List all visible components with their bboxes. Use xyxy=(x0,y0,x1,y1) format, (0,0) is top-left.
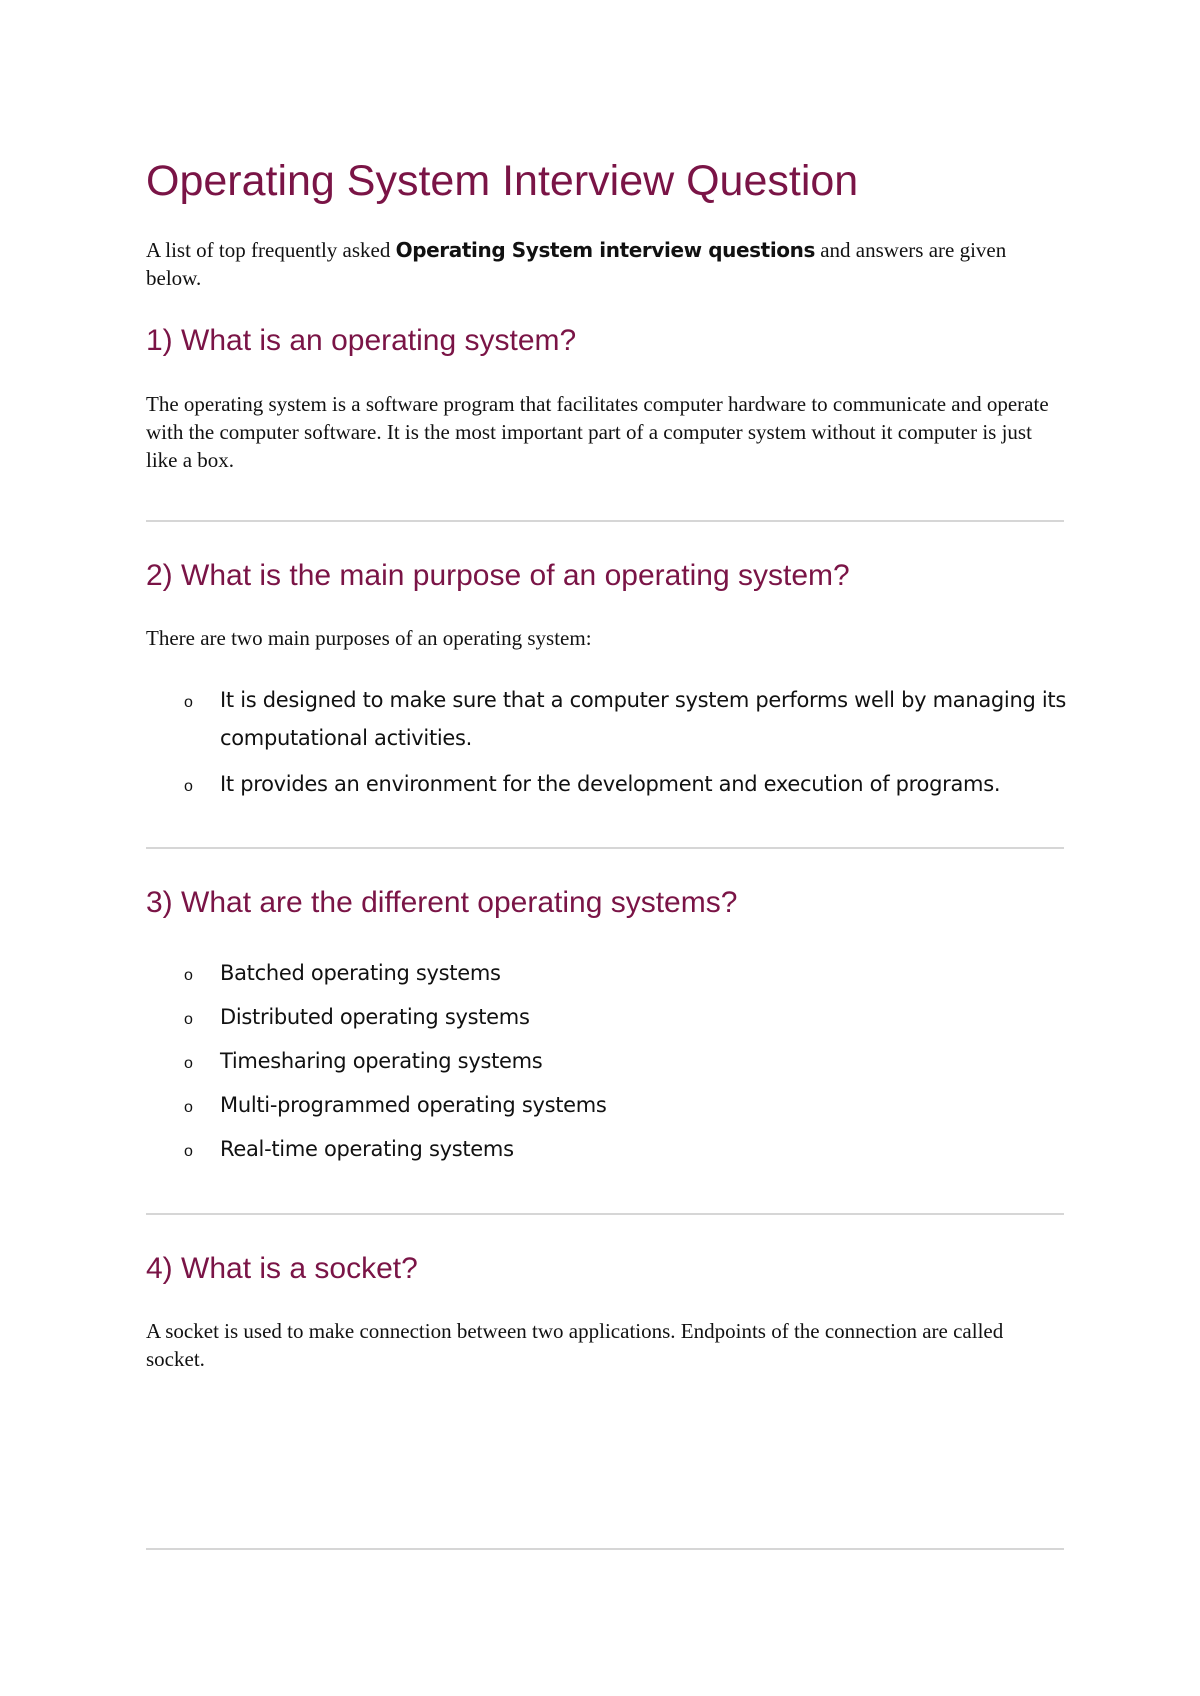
question-1-answer: The operating system is a software program that facilitates computer hardware to communicate and operate with the computer software. It is the most important part of a computer system without it computer is just like a box. xyxy=(146,392,1049,472)
list-item xyxy=(146,995,1076,1039)
section-divider xyxy=(146,1548,1064,1550)
section-divider xyxy=(146,847,1064,849)
bullet-circle-icon: o xyxy=(184,694,193,711)
list-item xyxy=(146,681,1076,757)
question-3-heading: 3) What are the different operating systems? xyxy=(146,886,738,919)
section-divider xyxy=(146,1213,1064,1215)
question-2-heading: 2) What is the main purpose of an operating system? xyxy=(146,559,850,592)
bullet-circle-icon: o xyxy=(184,1143,193,1160)
intro-text-before: A list of top frequently asked xyxy=(146,238,396,262)
section-divider xyxy=(146,520,1064,522)
list-item xyxy=(146,951,1076,995)
list-item xyxy=(146,765,1076,803)
list-item-text: It is designed to make sure that a computer system performs well by managing its computational activities. xyxy=(220,688,1066,750)
purpose-list xyxy=(146,681,1076,811)
bullet-circle-icon: o xyxy=(184,1099,193,1116)
list-item-text: Timesharing operating systems xyxy=(220,1049,543,1073)
bullet-circle-icon: o xyxy=(184,778,193,795)
bullet-circle-icon: o xyxy=(184,967,193,984)
list-item xyxy=(146,1083,1076,1127)
page-title: Operating System Interview Question xyxy=(146,157,859,205)
question-1-heading: 1) What is an operating system? xyxy=(146,324,577,357)
bullet-circle-icon: o xyxy=(184,1011,193,1028)
list-item-text: Batched operating systems xyxy=(220,961,501,985)
list-item-text: Real-time operating systems xyxy=(220,1137,514,1161)
question-4-answer: A socket is used to make connection between two applications. Endpoints of the connection are called socket. xyxy=(146,1319,1004,1371)
list-item xyxy=(146,1039,1076,1083)
intro-paragraph xyxy=(146,236,1066,292)
intro-text-bold: Operating System interview questions xyxy=(395,238,815,262)
list-item-text: Distributed operating systems xyxy=(220,1005,530,1029)
question-2-answer: There are two main purposes of an operating system: xyxy=(146,626,592,650)
intro-text-after: and answers are given below. xyxy=(146,238,1007,290)
list-item xyxy=(146,1127,1076,1171)
list-item-text: Multi-programmed operating systems xyxy=(220,1093,607,1117)
question-4-heading: 4) What is a socket? xyxy=(146,1252,418,1285)
bullet-circle-icon: o xyxy=(184,1055,193,1072)
list-item-text: It provides an environment for the development and execution of programs. xyxy=(220,772,1001,796)
os-types-list xyxy=(146,951,1076,1171)
